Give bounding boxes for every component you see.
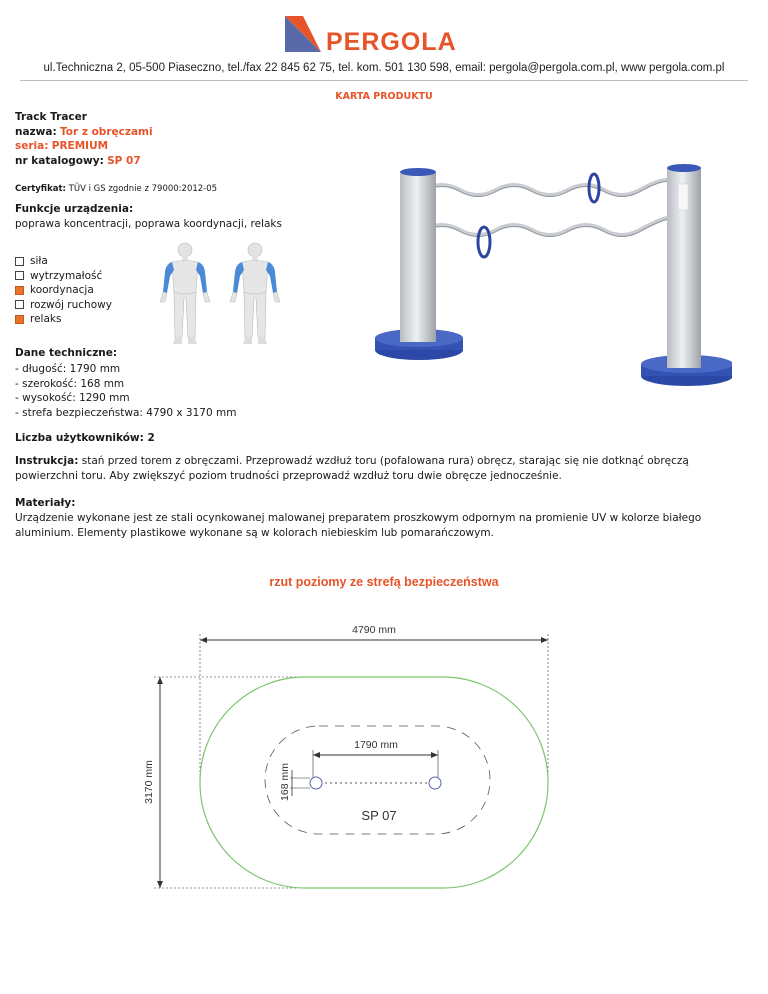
instruction-label: Instrukcja:	[15, 455, 79, 467]
safety-zone-plan	[120, 620, 580, 910]
tech-item: - długość: 1790 mm	[15, 363, 121, 375]
user-count: Liczba użytkowników: 2	[15, 432, 155, 444]
card-title: KARTA PRODUKTU	[335, 91, 433, 102]
header-divider	[20, 80, 748, 81]
zone-width-dim: 3170 mm	[143, 760, 155, 804]
checkbox-icon	[15, 257, 24, 266]
legend-item: siła	[15, 254, 112, 269]
instruction-text: stań przed torem z obręczami. Przeprowadź wzdłuż toru (pofalowana rura) obręcz, starając się nie dotknąć obręczą powierzchni toru. Aby zwiększyć poziom trudności przeprowadź wzdłuż toru dwie obręcze jednocześnie.	[15, 455, 689, 482]
plan-title: rzut poziomy ze strefą bezpieczeństwa	[269, 575, 499, 589]
body-muscle-figures	[150, 238, 290, 350]
checkbox-checked-icon	[15, 315, 24, 324]
tech-item: - strefa bezpieczeństwa: 4790 x 3170 mm	[15, 406, 237, 419]
device-length-dim: 1790 mm	[354, 739, 398, 751]
catalog-label: nr katalogowy:	[15, 154, 104, 167]
brand-name: PERGOLA	[326, 28, 457, 56]
pergola-logo-icon	[283, 14, 323, 54]
product-name-en: Track Tracer	[15, 111, 87, 123]
certificate-value: TÜV i GS zgodnie z 79000:2012-05	[68, 184, 218, 194]
series-value: PREMIUM	[51, 140, 109, 152]
product-illustration	[362, 150, 732, 400]
contact-line: ul.Techniczna 2, 05-500 Piaseczno, tel./fax 22 845 62 75, tel. kom. 501 130 598, email: pergola@pergola.com.pl, www pergola.com.pl	[43, 62, 725, 74]
name-value: Tor z obręczami	[60, 125, 153, 138]
zone-length-dim: 4790 mm	[352, 624, 396, 636]
device-width-dim: 168 mm	[279, 763, 291, 801]
tech-item: - szerokość: 168 mm	[15, 377, 125, 390]
certificate-label: Certyfikat:	[15, 184, 66, 194]
catalog-value: SP 07	[107, 154, 141, 167]
materials-heading: Materiały:	[15, 497, 76, 509]
tech-list	[15, 362, 236, 420]
legend-item: rozwój ruchowy	[15, 298, 112, 313]
checkbox-icon	[15, 271, 24, 280]
functions-text: poprawa koncentracji, poprawa koordynacji, relaks	[15, 218, 282, 230]
name-label: nazwa:	[15, 125, 57, 138]
series-label: seria:	[15, 140, 49, 152]
functions-heading: Funkcje urządzenia:	[15, 203, 134, 215]
tech-heading: Dane techniczne:	[15, 347, 118, 359]
checkbox-icon	[15, 300, 24, 309]
tech-item: - wysokość: 1290 mm	[15, 392, 130, 404]
legend-item: relaks	[15, 312, 112, 327]
legend-item: wytrzymałość	[15, 269, 112, 284]
legend-item: koordynacja	[15, 283, 112, 298]
product-info	[15, 110, 153, 168]
plan-product-label: SP 07	[361, 808, 397, 823]
function-legend	[15, 254, 112, 327]
certificate	[15, 184, 217, 194]
checkbox-checked-icon	[15, 286, 24, 295]
materials-text: Urządzenie wykonane jest ze stali ocynkowanej malowanej preparatem proszkowym odpornym na promienie UV w kolorze białego aluminium. Elementy plastikowe wykonane są w kolorach niebieskim lub pomarańczowym.	[15, 512, 702, 539]
materials	[15, 496, 745, 541]
instruction	[15, 454, 745, 484]
